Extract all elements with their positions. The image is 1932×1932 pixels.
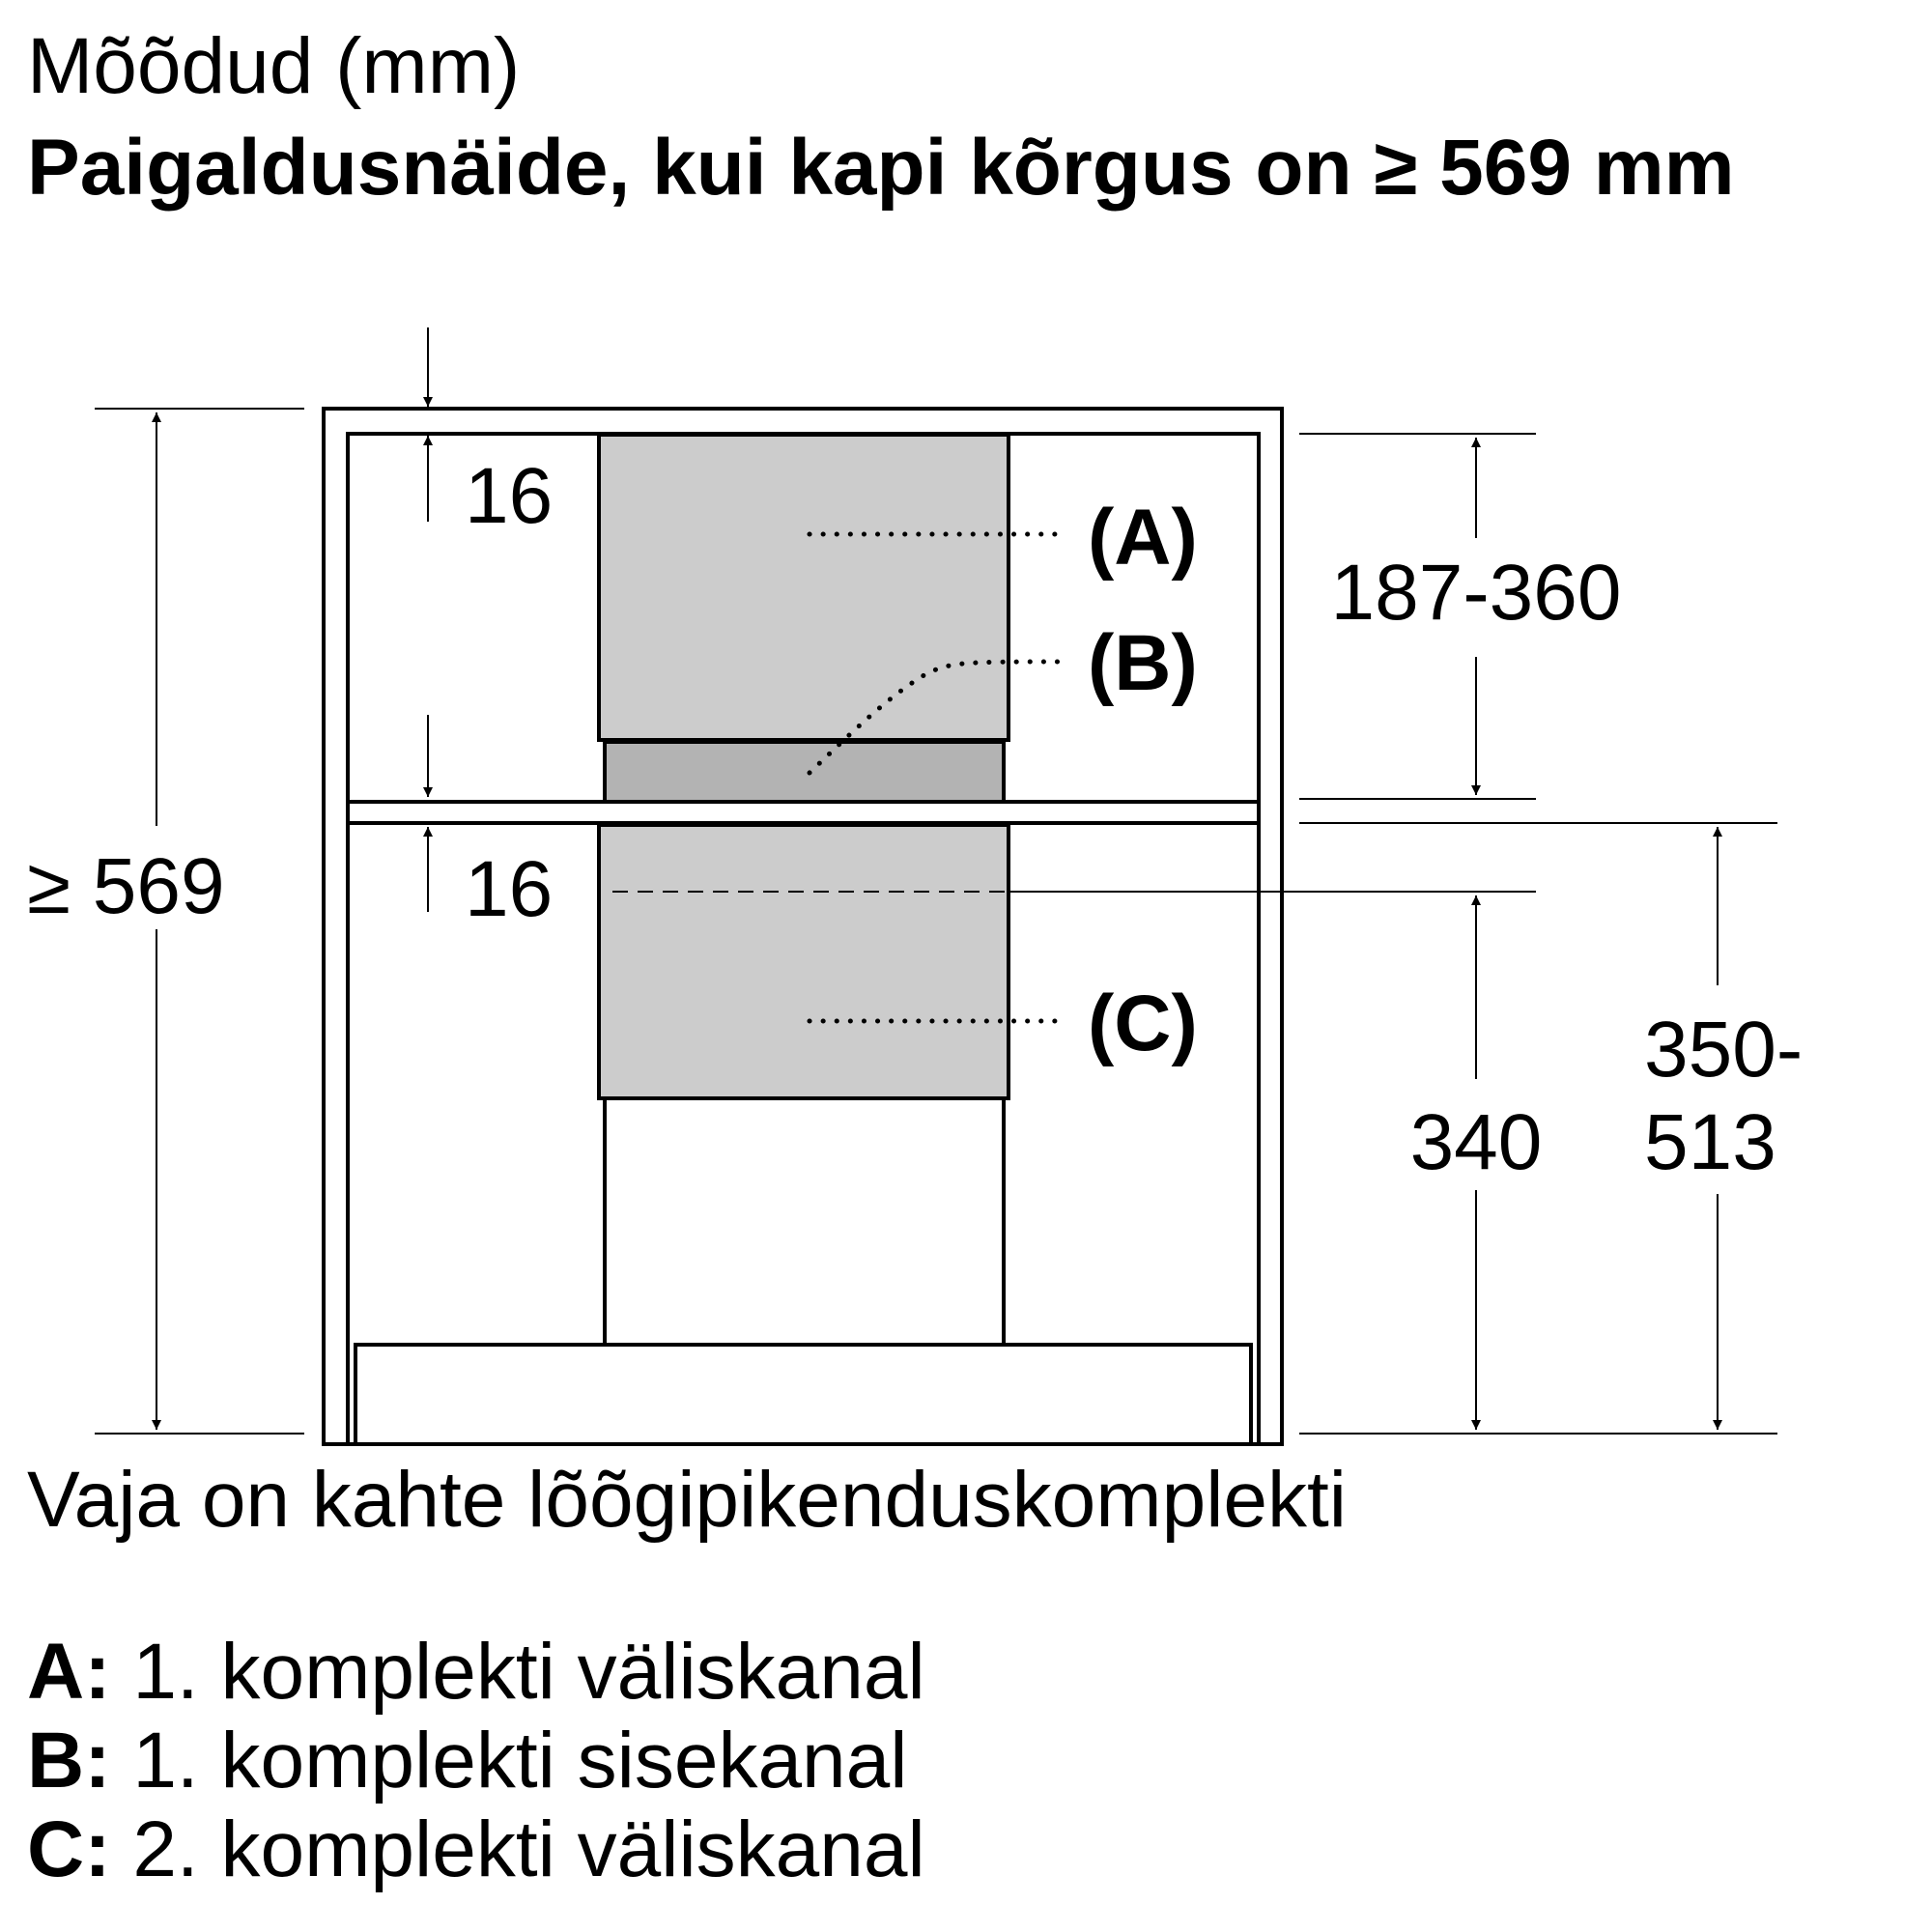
legend-key: C: [27,1805,111,1893]
callout-a: (A) [1088,494,1198,582]
dim-top-gap: 16 [465,452,554,540]
hood-body [355,1345,1251,1444]
callout-c: (C) [1088,980,1198,1067]
duct-inner-lower [605,1098,1004,1345]
kit-note: Vaja on kahte lõõgipikenduskomplekti [27,1456,1348,1544]
legend-text: 1. komplekti sisekanal [132,1717,908,1804]
legend-item-b [27,1717,908,1804]
legend-item-c [27,1805,925,1893]
legend-key: B: [27,1717,111,1804]
dim-lower-height: 340 [1409,1098,1543,1186]
dim-lower-range-line2: 513 [1644,1098,1776,1186]
duct-c [599,825,1009,1098]
legend-text: 2. komplekti väliskanal [132,1805,925,1893]
page-title: Paigaldusnäide, kui kapi kõrgus on ≥ 569 mm [27,124,1735,212]
legend-item-a [27,1628,925,1716]
legend-text: 1. komplekti väliskanal [132,1628,925,1716]
dim-shelf-gap: 16 [465,845,554,933]
callout-b: (B) [1088,619,1198,707]
legend-key: A: [27,1628,111,1716]
duct-b [605,742,1004,802]
duct-a [599,435,1009,740]
units-heading: Mõõdud (mm) [27,22,521,110]
dim-upper-range: 187-360 [1330,549,1622,637]
dim-lower-range-line1: 350- [1644,1006,1804,1094]
dim-total-height: ≥ 569 [27,842,225,930]
cabinet-shelf [348,802,1259,823]
